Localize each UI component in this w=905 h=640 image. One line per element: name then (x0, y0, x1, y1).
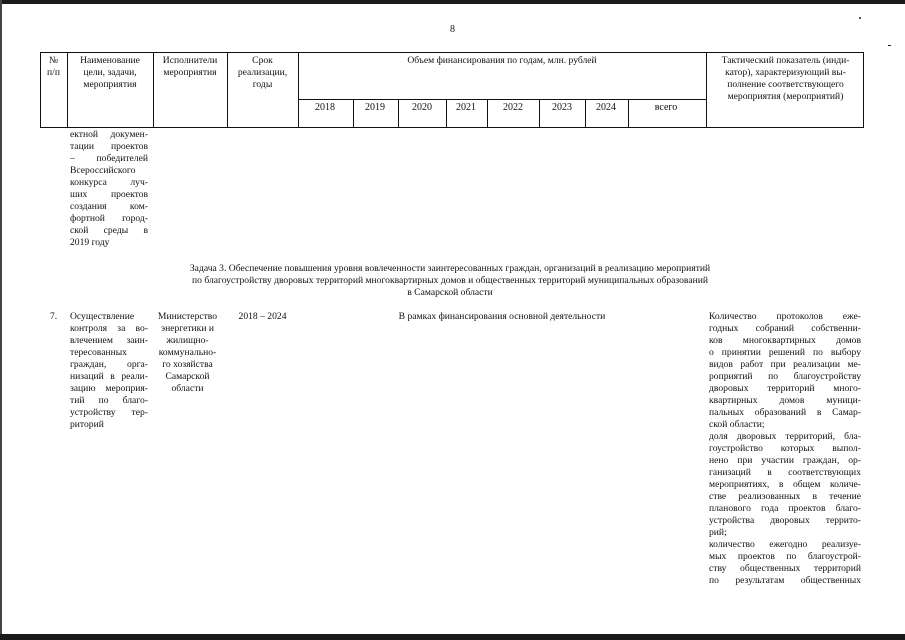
header-executors (153, 55, 227, 79)
task-3-heading (150, 263, 750, 299)
header-finance: Объем финансирования по годам, млн. рублей (407, 55, 597, 66)
continuation-line: ших проектов (70, 189, 148, 200)
row-7-exec-line: го хозяйства (162, 359, 213, 370)
header-term-line: реализации, (237, 67, 288, 78)
row-7-name-line: влечением заин- (70, 335, 148, 346)
year-2024: 2024 (596, 102, 616, 113)
col-line (487, 99, 488, 128)
header-name-line: мероприятия (83, 79, 137, 90)
row-7-indicator-line: ков многоквартирных домов (709, 335, 861, 346)
row-7-indicator-line: планового года проектов благо- (709, 503, 861, 514)
row-7-indicator-line: мых проектов по благоустрой- (709, 551, 861, 562)
year-2020: 2020 (412, 102, 432, 113)
row-7-indicator-line: квартирных домов муници- (709, 395, 861, 406)
header-name-line: Наименование (80, 55, 140, 66)
year-2023: 2023 (552, 102, 572, 113)
row-7-name-line: Осуществление (70, 311, 135, 322)
header-num (40, 55, 67, 79)
header-indicator-line: Тактический показатель (инди- (721, 55, 850, 66)
row-7-indicator-line: дворовых территорий много- (709, 383, 861, 394)
row-7-indicator-line: ганизаций в соответствующих (709, 467, 861, 478)
row-7-name-line: низаций в реали- (70, 371, 148, 382)
row-7-indicator-line: мероприятиях, в общем количе- (709, 479, 861, 490)
year-2018: 2018 (315, 102, 335, 113)
row-7-indicator-line: гоустройство которых выпол- (709, 443, 861, 454)
col-line (398, 99, 399, 128)
col-line (706, 52, 707, 128)
header-num-line: № (48, 55, 59, 66)
continuation-line: фортной город- (70, 213, 148, 224)
continuation-line: тации проектов (70, 141, 148, 152)
row-7-name-line: тий по благо- (70, 395, 148, 406)
col-line (539, 99, 540, 128)
row-7-indicator-line: доля дворовых территорий, бла- (709, 431, 861, 442)
year-total: всего (654, 102, 678, 113)
row-7-exec-line: жилищно- (166, 335, 209, 346)
header-term (227, 55, 298, 91)
header-exec-line: мероприятия (163, 67, 217, 78)
row-7-indicator-line: количество ежегодно реализуе- (709, 539, 861, 550)
row-7-indicator-line: видов работ при реализации ме- (709, 359, 861, 370)
continuation-line: создания ком- (70, 201, 148, 212)
scan-speck (888, 45, 891, 46)
row-7-indicator-line: стве реализованных в течение (709, 491, 861, 502)
continuation-line: ской среды в (70, 225, 148, 236)
continuation-line: – победителей (70, 153, 148, 164)
row-7-name-line: зацию мероприя- (70, 383, 148, 394)
row-7-exec-line: Министерство (157, 311, 218, 322)
continuation-line: ектной докумен- (70, 129, 148, 140)
row-7-name-line: риторий (70, 419, 104, 430)
row-7-finance: В рамках финансирования основной деятельности (398, 311, 606, 322)
header-bottom-line (40, 127, 864, 128)
header-exec-line: Исполнители (162, 55, 218, 66)
col-line (628, 99, 629, 128)
page-number: 8 (450, 24, 455, 35)
row-7-term: 2018 – 2024 (238, 311, 287, 322)
continuation-text (70, 129, 148, 249)
row-7-indicator-line: пальных образований в Самар- (709, 407, 861, 418)
header-indicator-line: катор), характеризующий вы- (725, 67, 846, 78)
row-7-name-line: граждан, орга- (70, 359, 148, 370)
continuation-line: Всероссийского (70, 165, 136, 176)
row-7-indicator-line: ству общественных территорий (709, 563, 861, 574)
row-7-indicator-line: Количество протоколов еже- (709, 311, 861, 322)
row-7-indicator-line: ской области; (709, 419, 765, 430)
header-name (67, 55, 153, 91)
header-name-line: цели, задачи, (83, 67, 137, 78)
scan-edge-left (0, 0, 2, 640)
row-7-indicator-line: рий; (709, 527, 727, 538)
year-2021: 2021 (456, 102, 476, 113)
row-7-indicator (709, 311, 861, 587)
year-2022: 2022 (503, 102, 523, 113)
row-7-name (70, 311, 148, 431)
years-top-line (298, 99, 706, 100)
col-line (863, 52, 864, 128)
header-indicator (708, 55, 863, 103)
row-7-indicator-line: роприятий по благоустройству (709, 371, 861, 382)
header-num-line: п/п (47, 67, 60, 78)
col-line (353, 99, 354, 128)
row-7-exec-line: Самарской (165, 371, 210, 382)
row-7-indicator-line: нено при участии граждан, ор- (709, 455, 861, 466)
header-top-line (40, 52, 864, 53)
row-7-exec-line: энергетики и (160, 323, 215, 334)
row-7-number: 7. (50, 311, 58, 322)
row-7-executors (150, 311, 225, 395)
row-7-name-line: устройству тер- (70, 407, 148, 418)
row-7-indicator-line: устройства дворовых террито- (709, 515, 861, 526)
continuation-line: 2019 году (70, 237, 110, 248)
header-term-line: Срок (252, 55, 273, 66)
row-7-indicator-line: годных собраний собственни- (709, 323, 861, 334)
row-7-name-line: тересованных (70, 347, 127, 358)
task-3-line: в Самарской области (407, 287, 493, 298)
row-7-indicator-line: о принятии решений по выбору (709, 347, 861, 358)
scan-edge-top (0, 0, 905, 4)
scan-speck (859, 17, 861, 19)
header-indicator-line: полнение соответствующего (727, 79, 844, 90)
scan-edge-bottom (0, 634, 905, 640)
row-7-exec-line: коммунально- (158, 347, 217, 358)
continuation-line: конкурса луч- (70, 177, 148, 188)
task-3-line: Задача 3. Обеспечение повышения уровня вовлеченности заинтересованных граждан, организаций в реализацию мероприятий (189, 263, 711, 274)
task-3-line: по благоустройству дворовых территорий многоквартирных домов и общественных территорий муниципальных образований (191, 275, 708, 286)
row-7-indicator-line: по результатам общественных (709, 575, 861, 586)
row-7-exec-line: области (171, 383, 204, 394)
header-indicator-line: мероприятия (мероприятий) (727, 91, 844, 102)
row-7-name-line: контроля за во- (70, 323, 148, 334)
year-2019: 2019 (365, 102, 385, 113)
header-term-line: годы (252, 79, 273, 90)
